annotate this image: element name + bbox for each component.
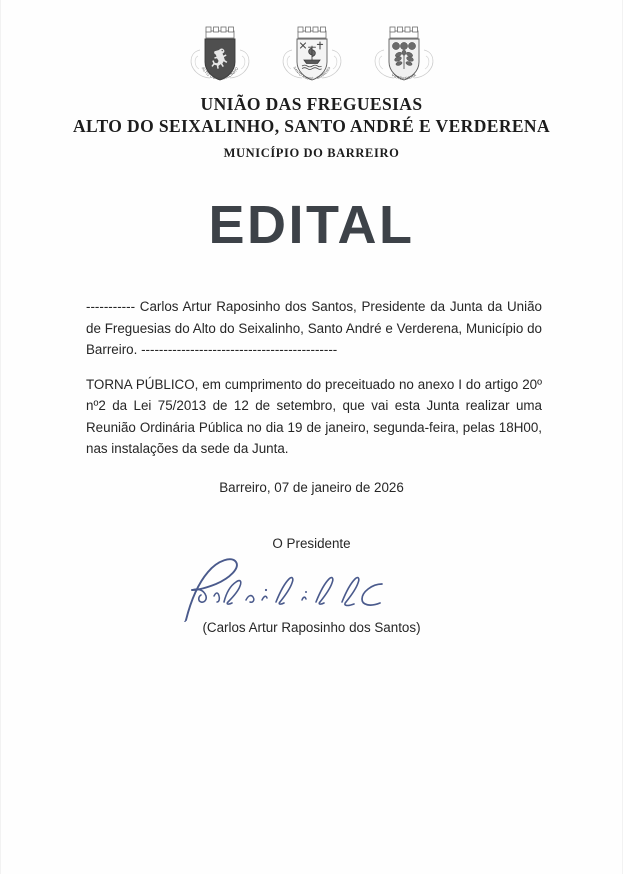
document-date: Barreiro, 07 de janeiro de 2026 xyxy=(219,480,404,495)
document-heading xyxy=(1,94,622,137)
signatory-printed-name: (Carlos Artur Raposinho dos Santos) xyxy=(202,620,421,635)
svg-text:ALTO DO SEIXALINHO: ALTO DO SEIXALINHO xyxy=(200,65,239,81)
svg-text:SANTO ANDRÉ - BARREIRO: SANTO ANDRÉ - BARREIRO xyxy=(292,65,331,81)
coat-of-arms-row xyxy=(1,22,622,88)
heading-line-freguesias-names: ALTO DO SEIXALINHO, SANTO ANDRÉ E VERDERENA xyxy=(72,116,551,136)
crest-alto-do-seixalinho xyxy=(182,22,258,88)
handwritten-signature xyxy=(156,552,456,622)
crest-santo-andre-barreiro xyxy=(274,22,350,88)
svg-text:VERDERENA: VERDERENA xyxy=(390,72,417,81)
heading-line-uniao-das-freguesias: UNIÃO DAS FREGUESIAS xyxy=(200,94,423,114)
paragraph-announcement: TORNA PÚBLICO, em cumprimento do preceituado no anexo I do artigo 20º nº2 da Lei 75/2013 de 12 de setembro, que vai esta Junta realizar uma Reunião Ordinária Pública no dia 19 de janeiro, segunda-feira, pelas 18H00, nas instalações da sede da Junta. xyxy=(86,376,542,456)
paragraph-declaration: ----------- Carlos Artur Raposinho dos Santos, Presidente da Junta da União de Freguesias do Alto do Seixalinho, Santo André e Verderena, Município do Barreiro. -------------------------------------------- xyxy=(86,299,542,357)
signatory-role-label: O Presidente xyxy=(272,536,351,551)
page-title: EDITAL xyxy=(208,195,415,255)
document-body xyxy=(86,296,542,460)
municipality-label: MUNICÍPIO DO BARREIRO xyxy=(223,146,400,160)
crest-verderena xyxy=(366,22,442,88)
